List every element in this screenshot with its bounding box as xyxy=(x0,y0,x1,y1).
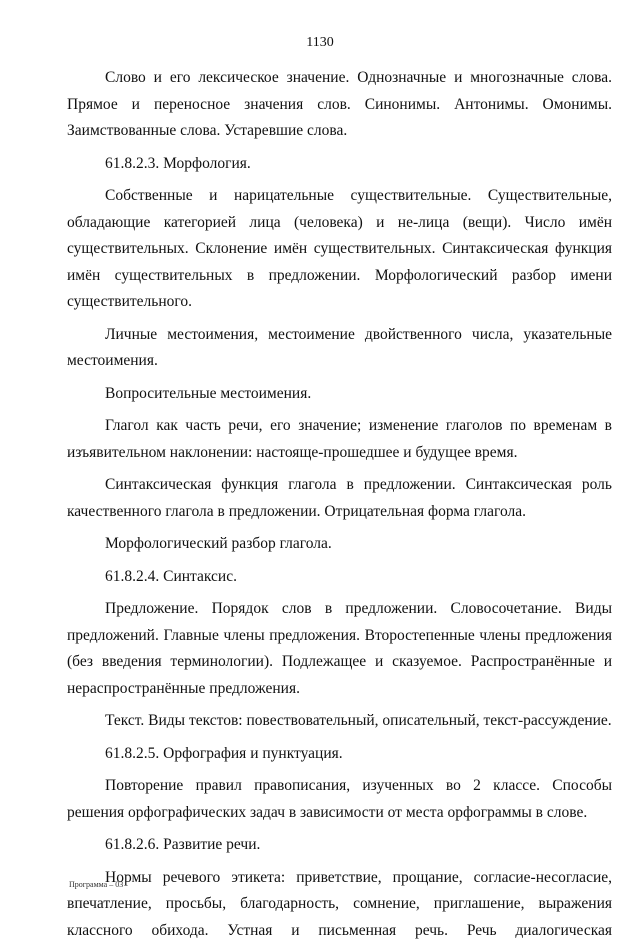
paragraph-nouns: Собственные и нарицательные существительные. Существительные, обладающие категорией лица (человека) и не-лица (вещи). Число имён существительных. Склонение имён существительных. Синтаксическая функция имён существительных в предложении. Морфологический разбор имени существительного. xyxy=(67,187,612,310)
footer-label: Программа – 03 xyxy=(69,880,124,889)
paragraph-verb: Глагол как часть речи, его значение; изменение глаголов по временам в изъявительном наклонении: настояще-прошедшее и будущее время. xyxy=(67,417,612,461)
section-heading-syntax: 61.8.2.4. Синтаксис. xyxy=(105,567,237,585)
paragraph-sentence: Предложение. Порядок слов в предложении. Словосочетание. Виды предложений. Главные члены предложения. Второстепенные члены предложения (без введения терминологии). Подлежащее и сказуемое. Распространённые и нераспространённые предложения. xyxy=(67,600,612,697)
page-number: 1130 xyxy=(306,35,334,50)
section-heading-speech-development: 61.8.2.6. Развитие речи. xyxy=(105,836,261,853)
paragraph-lexicon: Слово и его лексическое значение. Однозначные и многозначные слова. Прямое и переносное значения слов. Синонимы. Антонимы. Омонимы. Заимствованные слова. Устаревшие слова. xyxy=(67,69,612,139)
paragraph-pronouns: Личные местоимения, местоимение двойственного числа, указательные местоимения. xyxy=(67,325,612,369)
paragraph-text-types: Текст. Виды текстов: повествовательный, описательный, текст-рассуждение. xyxy=(105,712,612,729)
paragraph-spelling-rules: Повторение правил правописания, изученных во 2 классе. Способы решения орфографических задач в зависимости от места орфограммы в слове. xyxy=(67,777,612,821)
document-body xyxy=(67,65,612,950)
paragraph-speech-etiquette: Нормы речевого этикета: приветствие, прощание, согласие-несогласие, впечатление, просьбы, благодарность, сомнение, приглашение, выражения классного обихода. Устная и письменная речь. Речь диалогическая xyxy=(67,868,612,939)
paragraph-verb-parsing: Морфологический разбор глагола. xyxy=(105,535,332,552)
paragraph-interrogative-pronouns: Вопросительные местоимения. xyxy=(105,384,312,402)
section-heading-orthography: 61.8.2.5. Орфография и пунктуация. xyxy=(105,744,343,762)
paragraph-verb-syntax: Синтаксическая функция глагола в предложении. Синтаксическая роль качественного глагола в предложении. Отрицательная форма глагола. xyxy=(67,476,612,520)
section-heading-morphology: 61.8.2.3. Морфология. xyxy=(105,154,251,172)
